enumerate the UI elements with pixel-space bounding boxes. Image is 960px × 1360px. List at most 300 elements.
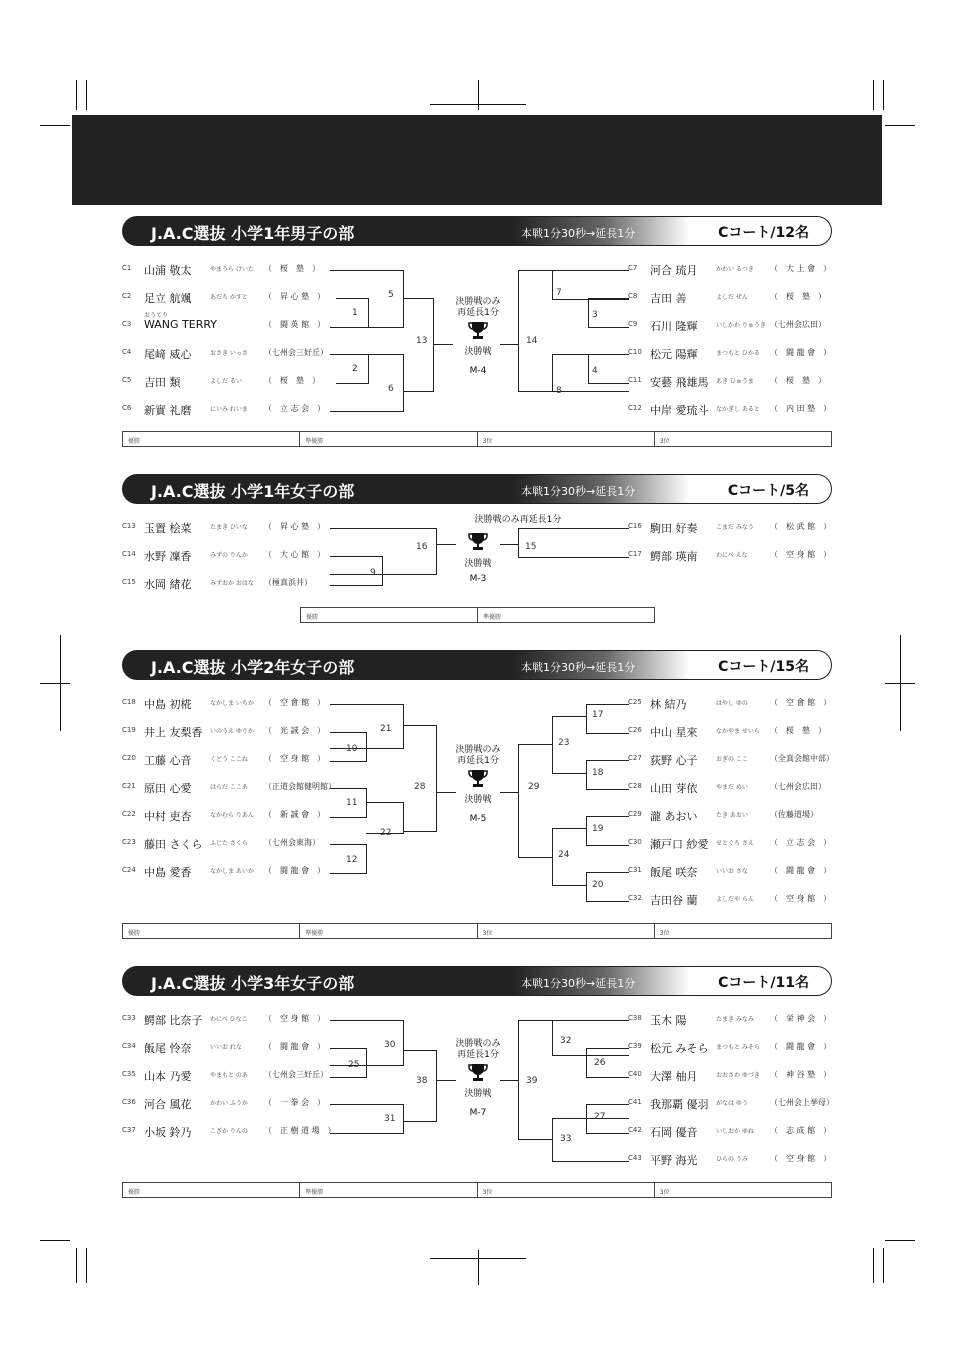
entry-club: （七州会上挙母） [770, 1098, 834, 1107]
match-code: M-7 [469, 1108, 487, 1118]
section-rule: 本戦1分30秒→延長1分 [521, 661, 636, 674]
entry-name: 松元 陽輝 [650, 348, 698, 361]
entry-code: C41 [628, 1098, 642, 1106]
entry-club: （ 桜 塾 ） [770, 376, 826, 385]
match-number: 18 [592, 768, 604, 778]
entry-club: （ 空 會 館 ） [264, 698, 326, 707]
entry-name: 瀬戸口 紗愛 [650, 838, 709, 851]
entry-name: 工藤 心音 [144, 754, 192, 767]
bracket-line [518, 270, 553, 392]
entry-code: C8 [628, 292, 638, 300]
entry-club: （佐藤道場） [770, 810, 818, 819]
entry-c15 [122, 576, 337, 590]
match-number: 27 [594, 1112, 606, 1122]
entry-c35 [122, 1068, 337, 1082]
entry-club: （ 桜 塾 ） [770, 292, 826, 301]
entry-c41 [628, 1096, 843, 1110]
entry-code: C28 [628, 782, 642, 790]
entry-kana: かわい るつき [716, 266, 754, 273]
entry-club: （ 闘 龍 會 ） [264, 866, 326, 875]
final-note: 決勝戦のみ [455, 745, 501, 755]
entry-kana: みずおか おはな [210, 580, 254, 587]
entry-code: C17 [628, 550, 642, 558]
final-label: 決勝戦 [464, 795, 492, 805]
result-cell: 準優勝 [300, 924, 477, 938]
crop-mark [478, 80, 479, 110]
entry-name: 石岡 優音 [650, 1126, 698, 1139]
entry-name: 新實 礼磨 [144, 404, 192, 417]
entry-code: C6 [122, 404, 132, 412]
entry-kana: いいお さな [716, 868, 748, 875]
entry-name: 河合 琉月 [650, 264, 698, 277]
entry-c42 [628, 1124, 843, 1138]
entry-code: C5 [122, 376, 132, 384]
bracket-line [403, 725, 437, 832]
match-number: 23 [558, 738, 570, 748]
result-cell: 準優勝 [483, 614, 502, 621]
entry-code: C22 [122, 810, 136, 818]
entry-kana: かわい ふうか [210, 1100, 248, 1107]
entry-kana: たまき みなみ [716, 1016, 754, 1023]
entry-kana: なかやま せいら [716, 728, 760, 735]
entry-c23 [122, 836, 337, 850]
entry-kana: いしおか ゆね [716, 1128, 754, 1135]
result-cell: 優勝 [301, 608, 478, 622]
final-note: 決勝戦のみ [455, 297, 501, 307]
crop-mark [60, 635, 61, 731]
match-number: 12 [346, 855, 358, 865]
entry-name: 井上 友梨香 [144, 726, 203, 739]
entry-kana: せとぐち さえ [716, 840, 754, 847]
entry-kana: よしだ ぜん [716, 294, 748, 301]
entry-club: （ 桜 塾 ） [264, 376, 320, 385]
match-number: 2 [352, 364, 358, 374]
match-number: 10 [346, 744, 358, 754]
entry-kana: みずの りんか [210, 552, 248, 559]
entry-name: 石川 隆輝 [650, 320, 698, 333]
match-number: 5 [388, 290, 394, 300]
crop-mark [883, 80, 884, 110]
entry-code: C23 [122, 838, 136, 846]
entry-code: C30 [628, 838, 642, 846]
crop-mark [873, 80, 874, 110]
entry-name: 山田 芽依 [650, 782, 698, 795]
entry-kana: やまうら けいた [210, 266, 254, 273]
crop-mark [76, 1248, 77, 1283]
entry-c24 [122, 864, 337, 878]
entry-c1 [122, 262, 337, 276]
match-number: 11 [346, 798, 358, 808]
entry-code: C29 [628, 810, 642, 818]
match-number: 14 [526, 336, 538, 346]
result-cell: 3位 [659, 438, 670, 445]
entry-name: 大澤 柚月 [650, 1070, 698, 1083]
entry-name: 飯尾 咲奈 [650, 866, 698, 879]
entry-c2 [122, 290, 337, 304]
entry-name: 原田 心愛 [144, 782, 192, 795]
entry-c27 [628, 752, 843, 766]
entry-kana: にいみ れいま [210, 406, 248, 413]
trophy-icon [467, 531, 489, 553]
entry-code: C39 [628, 1042, 642, 1050]
entry-club: （全真会館中部） [770, 754, 834, 763]
entry-kana: わにべ えな [716, 552, 748, 559]
section-header [122, 474, 832, 504]
crop-mark [40, 1240, 70, 1241]
entry-name: 山浦 敬太 [144, 264, 192, 277]
match-number: 16 [416, 542, 428, 552]
entry-club: （ 空 會 館 ） [770, 698, 832, 707]
match-number: 15 [525, 542, 537, 552]
entry-club: （ 闘 龍 會 ） [264, 1042, 326, 1051]
crop-mark [900, 635, 901, 731]
entry-code: C19 [122, 726, 136, 734]
match-number: 29 [528, 782, 540, 792]
section-rule: 本戦1分30秒→延長1分 [521, 977, 636, 990]
results-table [122, 923, 832, 939]
entry-code: C14 [122, 550, 136, 558]
entry-club: （七州会三好丘） [264, 348, 328, 357]
entry-c9 [628, 318, 843, 332]
bracket-line [500, 1080, 518, 1082]
final-note: 再延長1分 [457, 1050, 499, 1060]
results-table [122, 431, 832, 447]
entry-c22 [122, 808, 337, 822]
result-cell: 準優勝 [300, 1183, 477, 1197]
entry-name: 尾﨑 威心 [144, 348, 192, 361]
entry-code: C32 [628, 894, 642, 902]
entry-c6 [122, 402, 337, 416]
final-label: 決勝戦 [464, 347, 492, 357]
section-rule: 本戦1分30秒→延長1分 [521, 485, 636, 498]
entry-code: C35 [122, 1070, 136, 1078]
match-number: 7 [556, 288, 562, 298]
match-number: 19 [592, 824, 604, 834]
entry-code: C7 [628, 264, 638, 272]
entry-c25 [628, 696, 843, 710]
entry-kana: たまき ひいな [210, 524, 248, 531]
bracket-line [586, 1104, 629, 1134]
match-number: 39 [526, 1076, 538, 1086]
entry-name: 中島 初椛 [144, 698, 192, 711]
match-number: 28 [414, 782, 426, 792]
section-title: J.A.C選抜 小学2年女子の部 [151, 658, 355, 677]
entry-c17 [628, 548, 843, 562]
entry-c31 [628, 864, 843, 878]
entry-name: 小坂 鈴乃 [144, 1126, 192, 1139]
crop-mark [883, 1248, 884, 1283]
entry-code: C33 [122, 1014, 136, 1022]
entry-c43 [628, 1152, 843, 1166]
entry-code: C27 [628, 754, 642, 762]
final-note: 再延長1分 [457, 308, 499, 318]
entry-kana: なかしま あいか [210, 868, 254, 875]
entry-code: C16 [628, 522, 642, 530]
entry-club: （ 内 田 塾 ） [770, 404, 832, 413]
match-number: 8 [556, 386, 562, 396]
section-title: J.A.C選抜 小学3年女子の部 [151, 974, 355, 993]
result-cell: 優勝 [123, 1183, 300, 1197]
entry-kana: こまだ みなう [716, 524, 754, 531]
entry-name: 瀧 あおい [650, 810, 698, 823]
entry-c3 [122, 312, 337, 332]
entry-kana: まつもと みそら [716, 1044, 760, 1051]
entry-club: （ 栄 神 会 ） [770, 1014, 832, 1023]
match-number: 9 [370, 568, 376, 578]
entry-code: C1 [122, 264, 132, 272]
entry-club: （ 大 心 館 ） [264, 550, 326, 559]
entry-name: 吉田 類 [144, 376, 181, 389]
result-cell: 3位 [478, 432, 655, 446]
entry-code: C43 [628, 1154, 642, 1162]
match-number: 22 [380, 828, 392, 838]
crop-mark [873, 1248, 874, 1283]
match-number: 4 [592, 366, 598, 376]
section-rule: 本戦1分30秒→延長1分 [521, 227, 636, 240]
entry-code: C36 [122, 1098, 136, 1106]
entry-ruby: おうてり [144, 312, 169, 319]
entry-name: 玉木 陽 [650, 1014, 687, 1027]
results-table [122, 1182, 832, 1198]
entry-name: 松元 みそら [650, 1042, 709, 1055]
entry-c4 [122, 346, 337, 360]
result-cell: 3位 [659, 1189, 670, 1196]
entry-name: WANG TERRY [144, 318, 218, 331]
entry-name: 山本 乃愛 [144, 1070, 192, 1083]
entry-club: （ 闘 英 館 ） [264, 320, 326, 329]
entry-kana: よしだや らん [716, 896, 754, 903]
entry-name: 玉置 桧菜 [144, 522, 192, 535]
entry-club: （ 空 身 館 ） [770, 1154, 832, 1163]
entry-club: （ 神 谷 塾 ） [770, 1070, 832, 1079]
entry-code: C11 [628, 376, 642, 384]
entry-code: C20 [122, 754, 136, 762]
entry-code: C15 [122, 578, 136, 586]
entry-c20 [122, 752, 337, 766]
entry-name: 水岡 緒花 [144, 578, 192, 591]
trophy-icon [467, 1062, 489, 1084]
entry-c5 [122, 374, 337, 388]
entry-code: C24 [122, 866, 136, 874]
entry-c18 [122, 696, 337, 710]
entry-kana: なかぎし あると [716, 406, 760, 413]
entry-kana: はらだ ここあ [210, 784, 248, 791]
entry-c12 [628, 402, 843, 416]
entry-name: 荻野 心子 [650, 754, 698, 767]
entry-kana: がなは ゆう [716, 1100, 748, 1107]
bracket-line [403, 1050, 437, 1122]
entry-kana: あき ひゅうま [716, 378, 754, 385]
match-number: 1 [352, 308, 358, 318]
section-court: Cコート/12名 [718, 225, 809, 241]
entry-code: C3 [122, 320, 132, 328]
entry-club: （ 立 志 会 ） [770, 838, 832, 847]
entry-code: C34 [122, 1042, 136, 1050]
entry-c36 [122, 1096, 337, 1110]
entry-club: （ 昇 心 塾 ） [264, 522, 326, 531]
match-number: 25 [348, 1060, 360, 1070]
final-label: 決勝戦 [464, 1089, 492, 1099]
section-title: J.A.C選抜 小学1年女子の部 [151, 482, 355, 501]
entry-kana: いしかわ りゅうき [716, 322, 766, 329]
entry-kana: おおさわ ゆづき [716, 1072, 760, 1079]
entry-name: 平野 海光 [650, 1154, 698, 1167]
match-number: 32 [560, 1036, 572, 1046]
entry-c11 [628, 374, 843, 388]
entry-club: （ 空 身 館 ） [770, 894, 832, 903]
entry-club: （ 正 樹 道 場 ） [264, 1126, 336, 1135]
match-number: 31 [384, 1114, 396, 1124]
entry-code: C13 [122, 522, 136, 530]
match-number: 20 [592, 880, 604, 890]
section-court: Cコート/5名 [727, 483, 809, 499]
match-number: 21 [380, 724, 392, 734]
entry-c34 [122, 1040, 337, 1054]
bracket-line [436, 544, 456, 546]
entry-name: 鰐部 比奈子 [144, 1014, 203, 1027]
entry-name: 中山 星來 [650, 726, 698, 739]
entry-code: C42 [628, 1126, 642, 1134]
entry-code: C37 [122, 1126, 136, 1134]
result-cell: 3位 [659, 930, 670, 937]
entry-code: C31 [628, 866, 642, 874]
crop-mark [76, 80, 77, 110]
crop-mark [86, 80, 87, 110]
entry-name: 中村 吏杏 [144, 810, 192, 823]
entry-name: 河合 風花 [144, 1098, 192, 1111]
final-note: 決勝戦のみ [455, 1039, 501, 1049]
entry-name: 飯尾 怜奈 [144, 1042, 192, 1055]
court-banner [72, 115, 882, 205]
entry-club: （ 大 上 會 ） [770, 264, 832, 273]
entry-c8 [628, 290, 843, 304]
match-number: 30 [384, 1040, 396, 1050]
entry-club: （七州会広田） [770, 320, 826, 329]
entry-club: （ 空 身 館 ） [264, 754, 326, 763]
entry-club: （正道会館健明館） [264, 782, 336, 791]
match-number: 24 [558, 850, 570, 860]
entry-c32 [628, 892, 843, 906]
entry-c10 [628, 346, 843, 360]
entry-c7 [628, 262, 843, 276]
entry-name: 鰐部 瑛南 [650, 550, 698, 563]
entry-name: 林 結乃 [650, 698, 687, 711]
bracket-line [586, 1048, 629, 1078]
bracket-line [500, 544, 518, 546]
entry-c19 [122, 724, 337, 738]
entry-kana: あだち かすと [210, 294, 248, 301]
entry-club: （ 一 拳 会 ） [264, 1098, 326, 1107]
entry-c29 [628, 808, 843, 822]
results-table [300, 607, 655, 623]
entry-code: C26 [628, 726, 642, 734]
section-header [122, 216, 832, 246]
entry-kana: いいお れな [210, 1044, 242, 1051]
entry-code: C10 [628, 348, 642, 356]
crop-mark [885, 1240, 915, 1241]
trophy-icon [467, 768, 489, 790]
entry-code: C9 [628, 320, 638, 328]
match-number: 26 [594, 1058, 606, 1068]
final-label: 決勝戦 [464, 559, 492, 569]
entry-kana: なかむら りあん [210, 812, 254, 819]
entry-name: 中島 愛香 [144, 866, 192, 879]
entry-c21 [122, 780, 337, 794]
entry-c14 [122, 548, 337, 562]
entry-kana: やまもと のあ [210, 1072, 248, 1079]
entry-code: C25 [628, 698, 642, 706]
entry-name: 水野 凜香 [144, 550, 192, 563]
match-number: 17 [592, 710, 604, 720]
result-cell: 3位 [478, 1183, 655, 1197]
trophy-icon [467, 320, 489, 342]
entry-kana: ふじた さくら [210, 840, 248, 847]
entry-kana: くどう ここね [210, 756, 248, 763]
entry-name: 駒田 好奏 [650, 522, 698, 535]
match-code: M-3 [469, 574, 487, 584]
crop-mark [885, 125, 915, 126]
match-number: 38 [416, 1076, 428, 1086]
entry-code: C12 [628, 404, 642, 412]
entry-kana: なかしま いちか [210, 700, 254, 707]
entry-kana: おさき いっさ [210, 350, 248, 357]
entry-club: （ 闘 龍 會 ） [770, 1042, 832, 1051]
entry-c13 [122, 520, 337, 534]
result-cell: 準優勝 [300, 432, 477, 446]
section-court: Cコート/15名 [718, 659, 809, 675]
result-cell: 優勝 [123, 432, 300, 446]
section-title: J.A.C選抜 小学1年男子の部 [151, 224, 355, 243]
entry-code: C18 [122, 698, 136, 706]
entry-club: （ 闘 龍 會 ） [770, 866, 832, 875]
final-note: 再延長1分 [457, 756, 499, 766]
entry-club: （ 志 成 館 ） [770, 1126, 832, 1135]
crop-mark [40, 683, 70, 684]
entry-c30 [628, 836, 843, 850]
entry-name: 吉田谷 蘭 [650, 894, 698, 907]
entry-c39 [628, 1040, 843, 1054]
entry-club: （七州会東海） [264, 838, 320, 847]
entry-c37 [122, 1124, 337, 1138]
entry-club: （ 闘 龍 會 ） [770, 348, 832, 357]
entry-club: （ 新 誠 會 ） [264, 810, 326, 819]
entry-code: C40 [628, 1070, 642, 1078]
match-number: 3 [592, 310, 598, 320]
entry-club: （ 桜 塾 ） [770, 726, 826, 735]
entry-kana: わにべ ひなこ [210, 1016, 248, 1023]
entry-club: （七州会三好丘） [264, 1070, 328, 1079]
entry-kana: まつもと ひかる [716, 350, 760, 357]
entry-c28 [628, 780, 843, 794]
entry-club: （極真浜井） [264, 578, 312, 587]
entry-kana: たき あおい [716, 812, 748, 819]
result-cell: 優勝 [123, 924, 300, 938]
entry-c40 [628, 1068, 843, 1082]
entry-name: 中岸 愛琉斗 [650, 404, 709, 417]
crop-mark [40, 125, 70, 126]
section-header [122, 650, 832, 680]
match-number: 13 [416, 336, 428, 346]
entry-kana: やまだ めい [716, 784, 748, 791]
match-code: M-5 [469, 814, 487, 824]
entry-c33 [122, 1012, 337, 1026]
bracket-line [436, 1080, 456, 1082]
section-court: Cコート/11名 [718, 975, 809, 991]
entry-club: （七州会広田） [770, 782, 826, 791]
entry-c16 [628, 520, 843, 534]
entry-kana: はやし ゆの [716, 700, 748, 707]
bracket-line [518, 744, 553, 858]
